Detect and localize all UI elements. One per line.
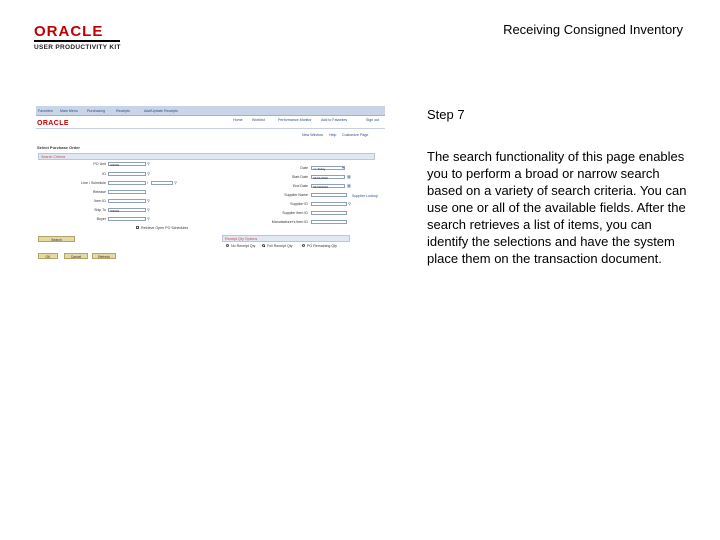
schedule-input[interactable]: [151, 181, 173, 185]
separator-slash: /: [147, 181, 148, 185]
nav-link-favorites[interactable]: Add to Favorites: [321, 117, 348, 122]
application-screenshot: [36, 106, 385, 266]
lookup-icon[interactable]: ⚲: [147, 171, 150, 176]
ship-to-input[interactable]: US001: [108, 208, 146, 212]
po-remaining-qty-radio[interactable]: [302, 244, 305, 247]
mfg-item-id-label: Manufacturer's Item ID: [271, 220, 308, 224]
full-receipt-qty-label: Full Receipt Qty: [267, 244, 293, 248]
end-date-input[interactable]: 04/30/2010: [311, 184, 345, 188]
customize-page-link[interactable]: Customize Page: [342, 133, 369, 137]
new-window-link[interactable]: New Window: [302, 133, 323, 137]
supplier-id-input[interactable]: [311, 202, 347, 206]
end-date-label: End Date: [293, 184, 308, 188]
help-link[interactable]: Help: [329, 133, 337, 137]
calendar-icon[interactable]: ▦: [347, 183, 351, 188]
logo-rule: [34, 40, 120, 42]
breadcrumb-item[interactable]: Receipts: [116, 108, 130, 113]
po-unit-input[interactable]: US001: [108, 162, 146, 166]
breadcrumb-item[interactable]: Add/Update Receipts: [144, 108, 178, 113]
search-criteria-header: [38, 153, 375, 160]
logo-brand: ORACLE: [34, 23, 104, 40]
buyer-label: Buyer: [96, 217, 106, 221]
id-input[interactable]: [108, 172, 146, 176]
buyer-input[interactable]: [108, 217, 146, 221]
line-schedule-label: Line / Schedule: [81, 181, 106, 185]
po-remaining-qty-label: PO Remaining Qty: [307, 244, 337, 248]
start-date-input[interactable]: 04/01/2010: [311, 175, 345, 179]
lookup-icon[interactable]: ⚲: [147, 161, 150, 166]
logo-subtitle: USER PRODUCTIVITY KIT: [34, 44, 121, 51]
no-receipt-qty-radio[interactable]: [226, 244, 229, 247]
receipt-qty-header: [222, 235, 350, 242]
nav-link-signout[interactable]: Sign out: [366, 117, 380, 122]
supplier-item-id-label: Supplier Item ID: [282, 211, 308, 215]
release-input[interactable]: [108, 190, 146, 194]
lookup-icon[interactable]: ⚲: [147, 216, 150, 221]
nav-link-home[interactable]: Home: [233, 117, 243, 122]
supplier-name-input[interactable]: [311, 193, 347, 197]
lookup-icon[interactable]: ⚲: [348, 201, 351, 206]
date-operator-select[interactable]: <= Today: [311, 166, 345, 170]
retrieve-open-label: Retrieve Open PO Schedules: [141, 226, 189, 230]
search-button[interactable]: Search: [38, 236, 75, 242]
page-title: Select Purchase Order: [37, 145, 80, 150]
po-unit-label: PO Unit: [93, 162, 106, 166]
step-label: Step 7: [427, 107, 465, 122]
ship-to-label: Ship To: [94, 208, 106, 212]
lookup-icon[interactable]: ⚲: [174, 180, 177, 185]
id-label: ID: [102, 172, 106, 176]
ok-button[interactable]: OK: [38, 253, 58, 259]
app-brand-logo: ORACLE: [37, 120, 69, 127]
full-receipt-qty-radio[interactable]: [262, 244, 265, 247]
search-criteria-title: Search Criteria: [41, 154, 65, 159]
date-label: Date: [300, 166, 308, 170]
lookup-icon[interactable]: ⚲: [147, 207, 150, 212]
chevron-down-icon[interactable]: ▾: [342, 165, 345, 170]
lookup-icon[interactable]: ⚲: [147, 198, 150, 203]
mfg-item-id-input[interactable]: [311, 220, 347, 224]
item-id-input[interactable]: [108, 199, 146, 203]
breadcrumb-item[interactable]: Purchasing: [87, 108, 105, 113]
line-input[interactable]: [108, 181, 146, 185]
nav-link-worklist[interactable]: Worklist: [252, 117, 265, 122]
header-divider: [36, 128, 385, 129]
supplier-lookup-link[interactable]: Supplier Lookup: [352, 194, 378, 198]
supplier-id-label: Supplier ID: [290, 202, 308, 206]
receipt-qty-title: Receipt Qty Options: [225, 236, 258, 241]
refresh-button[interactable]: Refresh: [92, 253, 116, 259]
breadcrumb-item[interactable]: Main Menu: [60, 108, 78, 113]
retrieve-open-checkbox[interactable]: ✓: [137, 226, 140, 230]
item-id-label: Item ID: [94, 199, 106, 203]
document-title: Receiving Consigned Inventory: [503, 22, 683, 37]
oracle-upk-logo: [34, 24, 124, 51]
step-description: The search functionality of this page enables you to perform a broad or narrow search based on a variety of search criteria. You can use one or all of the available fields. After the search retrieves a list of items, you can identify the selections and have the system place them on the transaction document.: [427, 149, 687, 266]
release-label: Release: [92, 190, 106, 194]
calendar-icon[interactable]: ▦: [347, 174, 351, 179]
supplier-name-label: Supplier Name: [284, 193, 308, 197]
supplier-item-id-input[interactable]: [311, 211, 347, 215]
start-date-label: Start Date: [291, 175, 308, 179]
nav-link-performance[interactable]: Performance Monitor: [278, 117, 312, 122]
cancel-button[interactable]: Cancel: [64, 253, 88, 259]
breadcrumb-item[interactable]: Favorites: [38, 108, 53, 113]
breadcrumb-bar: [36, 106, 385, 116]
no-receipt-qty-label: No Receipt Qty: [231, 244, 256, 248]
